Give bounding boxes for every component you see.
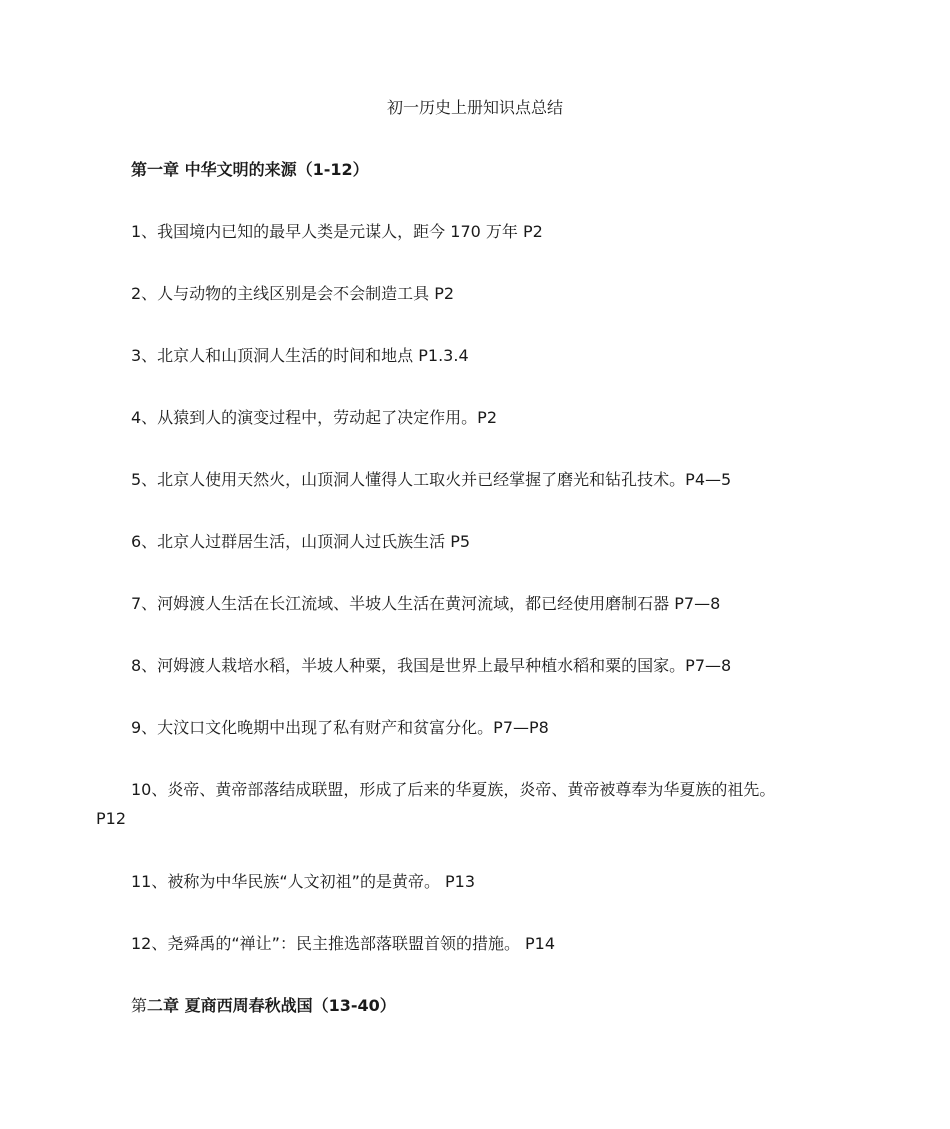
list-item: 7、河姆渡人生活在长江流域、半坡人生活在黄河流域，都已经使用磨制石器 P7—8: [131, 594, 721, 613]
list-item: 3、北京人和山顶洞人生活的时间和地点 P1.3.4: [131, 346, 469, 365]
list-item-12: 12、尧舜禹的“禅让”：民主推选部落联盟首领的措施。 P14: [131, 934, 556, 953]
chapter-2-title: 二章 夏商西周春秋战国（13-40）: [147, 996, 396, 1015]
list-item: 2、人与动物的主线区别是会不会制造工具 P2: [131, 284, 455, 303]
list-item-10-line-1: 10、炎帝、黄帝部落结成联盟，形成了后来的华夏族，炎帝、黄帝被尊奉为华夏族的祖先。: [131, 780, 776, 799]
document-title: 初一历史上册知识点总结: [386, 98, 563, 117]
list-item: 8、河姆渡人栽培水稻，半坡人种粟，我国是世界上最早种植水稻和粟的国家。P7—8: [131, 656, 732, 675]
chapter-2-prefix: 第: [131, 996, 148, 1015]
chapter-2-heading: [131, 995, 396, 1017]
chapter-1-heading: 第一章 中华文明的来源（1-12）: [131, 160, 369, 179]
list-item: 1、我国境内已知的最早人类是元谋人，距今 170 万年 P2: [131, 222, 543, 241]
list-item: 6、北京人过群居生活，山顶洞人过氏族生活 P5: [131, 532, 471, 551]
list-item: 5、北京人使用天然火，山顶洞人懂得人工取火并已经掌握了磨光和钻孔技术。P4—5: [131, 470, 732, 489]
list-item-10-line-2: P12: [96, 809, 127, 828]
list-item-11: 11、被称为中华民族“人文初祖”的是黄帝。 P13: [131, 872, 476, 891]
list-item: 4、从猿到人的演变过程中，劳动起了决定作用。P2: [131, 408, 498, 427]
list-item: 9、大汶口文化晚期中出现了私有财产和贫富分化。P7—P8: [131, 718, 549, 737]
